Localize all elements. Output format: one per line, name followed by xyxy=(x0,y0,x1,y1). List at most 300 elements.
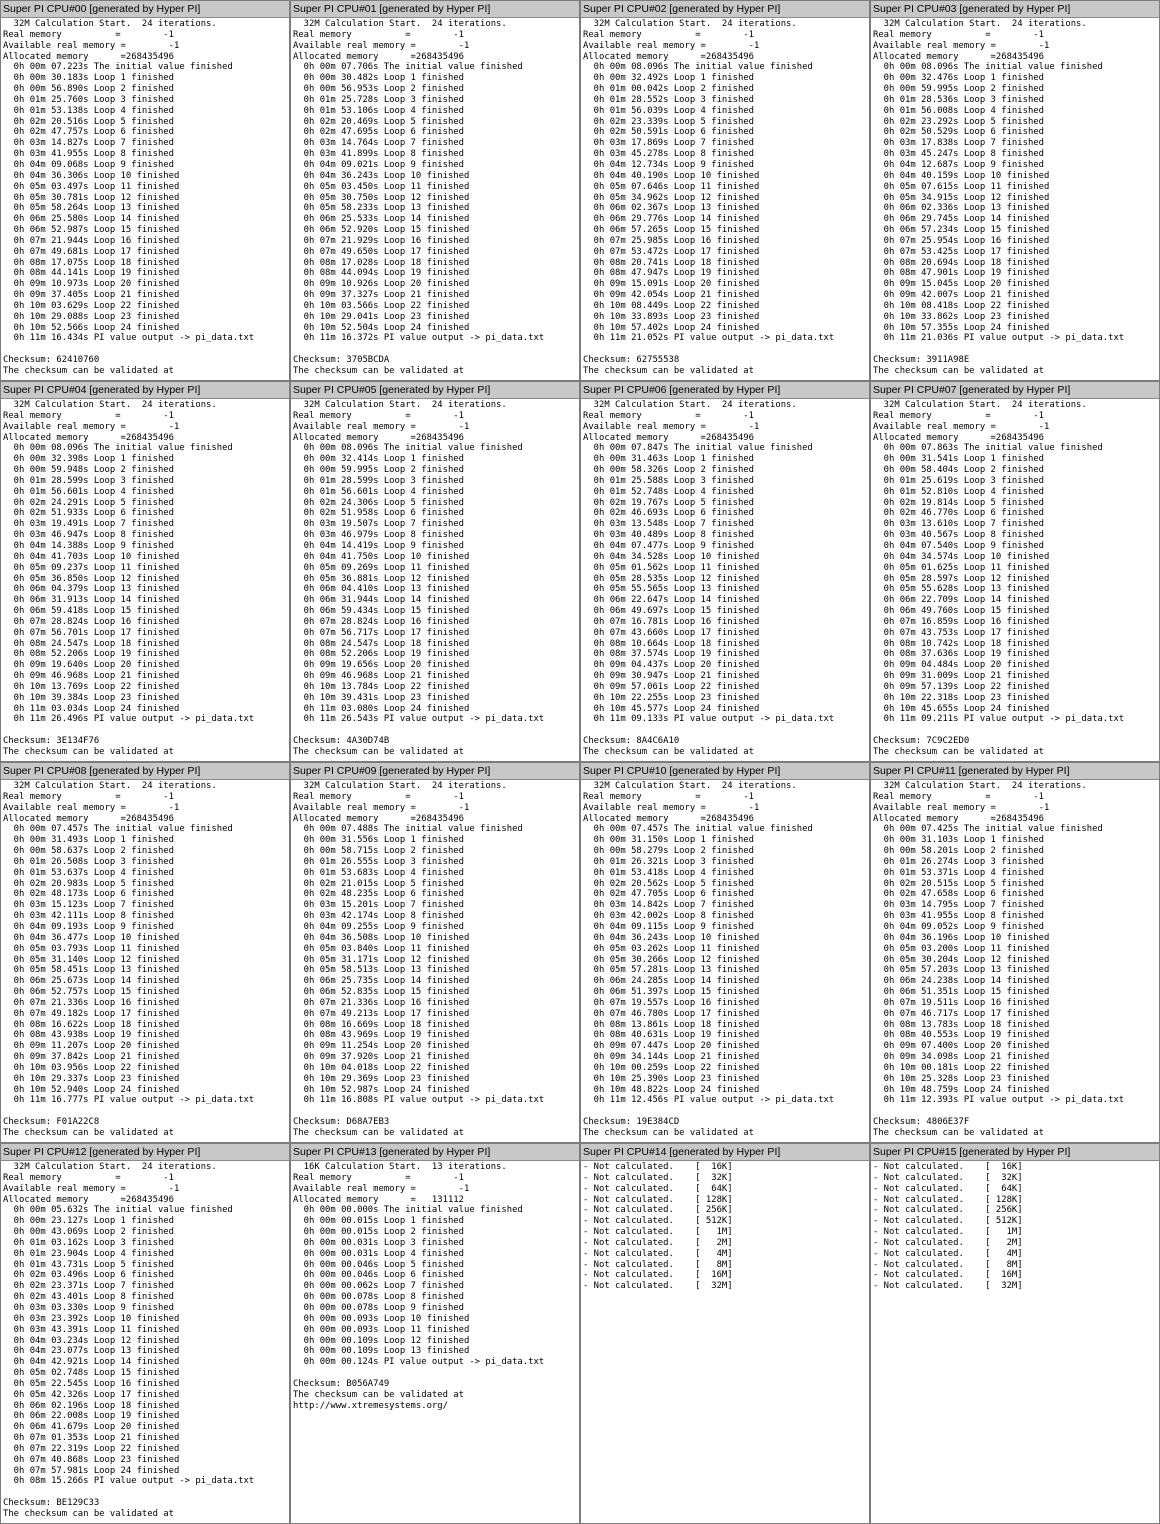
log-line: 0h 05m 07.615s Loop 11 finished xyxy=(873,181,1050,192)
log-line: Available real memory = -1 xyxy=(3,421,180,432)
log-line: Checksum: 4806E37F xyxy=(873,1117,970,1128)
log-line: 0h 00m 00.031s Loop 3 finished xyxy=(293,1237,464,1248)
log-line: 0h 03m 46.979s Loop 8 finished xyxy=(293,530,464,541)
log-line: 0h 10m 39.384s Loop 23 finished xyxy=(3,692,180,703)
log-line: 0h 07m 46.717s Loop 17 finished xyxy=(873,1008,1050,1019)
log-line: 0h 10m 03.629s Loop 22 finished xyxy=(3,300,180,311)
log-line: 0h 00m 08.096s The initial value finished xyxy=(873,62,1103,73)
log-line: 0h 05m 58.451s Loop 13 finished xyxy=(3,965,180,976)
log-line: 0h 05m 42.326s Loop 17 finished xyxy=(3,1389,180,1400)
log-line: 0h 01m 28.536s Loop 3 finished xyxy=(873,94,1044,105)
log-line: - Not calculated. [ 128K] xyxy=(873,1194,1023,1205)
log-line: Checksum: BE129C33 xyxy=(3,1498,100,1509)
superpi-window-cpu14[interactable] xyxy=(580,1143,870,1524)
log-line: 0h 04m 36.477s Loop 10 finished xyxy=(3,932,180,943)
window-title-bar[interactable]: Super PI CPU#07 [generated by Hyper PI] xyxy=(871,382,1159,399)
log-line: 0h 08m 20.694s Loop 18 finished xyxy=(873,257,1050,268)
log-line: 32M Calculation Start. 24 iterations. xyxy=(873,781,1087,791)
log-line: Checksum: 19E384CD xyxy=(583,1117,680,1128)
log-line: 0h 10m 52.940s Loop 24 finished xyxy=(3,1084,180,1095)
log-line: 0h 08m 43.969s Loop 19 finished xyxy=(293,1030,470,1041)
log-line: 0h 06m 04.410s Loop 13 finished xyxy=(293,584,470,595)
log-line: 0h 07m 56.701s Loop 17 finished xyxy=(3,627,180,638)
log-line: 0h 00m 00.093s Loop 11 finished xyxy=(293,1324,470,1335)
log-line: 0h 02m 24.306s Loop 5 finished xyxy=(293,497,464,508)
log-line xyxy=(293,1106,579,1117)
log-line: 0h 06m 49.697s Loop 15 finished xyxy=(583,606,760,617)
log-line: 0h 09m 10.926s Loop 20 finished xyxy=(293,279,470,290)
log-line: 0h 05m 57.203s Loop 13 finished xyxy=(873,965,1050,976)
log-line: 0h 03m 14.764s Loop 7 finished xyxy=(293,138,464,149)
log-line: 0h 01m 56.601s Loop 4 finished xyxy=(3,486,174,497)
log-line: 0h 01m 25.728s Loop 3 finished xyxy=(293,94,464,105)
window-title-bar[interactable]: Super PI CPU#14 [generated by Hyper PI] xyxy=(581,1144,869,1161)
log-line: 0h 08m 44.094s Loop 19 finished xyxy=(293,268,470,279)
log-line: Allocated memory =268435496 xyxy=(873,51,1044,62)
log-line: 0h 00m 07.706s The initial value finished xyxy=(293,62,523,73)
log-line: 0h 09m 11.254s Loop 20 finished xyxy=(293,1041,470,1052)
log-line: - Not calculated. [ 32K] xyxy=(583,1172,733,1183)
log-line: 0h 03m 43.391s Loop 11 finished xyxy=(3,1324,180,1335)
log-line: 0h 01m 00.042s Loop 2 finished xyxy=(583,84,754,95)
log-line: 0h 05m 55.565s Loop 13 finished xyxy=(583,584,760,595)
log-line: 0h 03m 13.610s Loop 7 finished xyxy=(873,519,1044,530)
log-line: 0h 10m 52.566s Loop 24 finished xyxy=(3,322,180,333)
log-line: Checksum: 3911A98E xyxy=(873,355,970,366)
log-line: Allocated memory =268435496 xyxy=(293,51,464,62)
log-line: 0h 01m 25.588s Loop 3 finished xyxy=(583,475,754,486)
log-line: 0h 00m 31.493s Loop 1 finished xyxy=(3,835,174,846)
log-output xyxy=(1,18,289,377)
log-line: 32M Calculation Start. 24 iterations. xyxy=(3,400,217,410)
superpi-window-cpu10[interactable] xyxy=(580,762,870,1143)
log-line: Allocated memory =268435496 xyxy=(293,813,464,824)
log-line: 0h 00m 59.995s Loop 2 finished xyxy=(873,84,1044,95)
log-line: 0h 06m 51.351s Loop 15 finished xyxy=(873,987,1050,998)
log-line: 0h 04m 36.243s Loop 10 finished xyxy=(583,932,760,943)
log-line: 0h 07m 01.353s Loop 21 finished xyxy=(3,1433,180,1444)
log-line: 0h 01m 52.748s Loop 4 finished xyxy=(583,486,754,497)
log-line: 0h 02m 47.658s Loop 6 finished xyxy=(873,889,1044,900)
window-title-bar[interactable]: Super PI CPU#01 [generated by Hyper PI] xyxy=(291,1,579,18)
log-line: 0h 08m 40.553s Loop 19 finished xyxy=(873,1030,1050,1041)
log-line: 0h 04m 40.159s Loop 10 finished xyxy=(873,170,1050,181)
log-line: 0h 03m 40.567s Loop 8 finished xyxy=(873,530,1044,541)
log-line: 0h 00m 30.482s Loop 1 finished xyxy=(293,73,464,84)
log-line: 0h 01m 53.106s Loop 4 finished xyxy=(293,105,464,116)
window-title-bar[interactable]: Super PI CPU#06 [generated by Hyper PI] xyxy=(581,382,869,399)
log-line: 0h 09m 34.144s Loop 21 finished xyxy=(583,1052,760,1063)
log-line: - Not calculated. [ 32M] xyxy=(583,1281,733,1292)
log-line: - Not calculated. [ 128K] xyxy=(583,1194,733,1205)
log-line: 0h 04m 12.734s Loop 9 finished xyxy=(583,159,754,170)
log-line: 0h 04m 07.477s Loop 9 finished xyxy=(583,540,754,551)
log-line: 0h 09m 19.656s Loop 20 finished xyxy=(293,660,470,671)
log-line: The checksum can be validated at xyxy=(583,1128,754,1138)
log-line: 32M Calculation Start. 24 iterations. xyxy=(583,400,797,410)
log-line: 0h 09m 11.207s Loop 20 finished xyxy=(3,1041,180,1052)
log-line: 0h 05m 34.915s Loop 12 finished xyxy=(873,192,1050,203)
log-line: 0h 02m 20.516s Loop 5 finished xyxy=(3,116,174,127)
log-line: Checksum: 4A30D74B xyxy=(293,736,390,747)
log-line: Checksum: 3E134F76 xyxy=(3,736,100,747)
log-line: 0h 04m 36.306s Loop 10 finished xyxy=(3,170,180,181)
log-line: 0h 10m 29.088s Loop 23 finished xyxy=(3,311,180,322)
superpi-window-cpu00[interactable] xyxy=(0,0,290,381)
log-line: 0h 10m 03.566s Loop 22 finished xyxy=(293,300,470,311)
log-line: The checksum can be validated at xyxy=(3,747,174,757)
superpi-window-cpu07[interactable] xyxy=(870,381,1160,762)
log-line: Allocated memory =268435496 xyxy=(583,813,754,824)
log-line: Real memory = -1 xyxy=(583,29,754,40)
log-line: 0h 05m 09.269s Loop 11 finished xyxy=(293,562,470,573)
log-line: 32M Calculation Start. 24 iterations. xyxy=(583,781,797,791)
log-line: 0h 05m 09.237s Loop 11 finished xyxy=(3,562,180,573)
log-line: 0h 02m 48.235s Loop 6 finished xyxy=(293,889,464,900)
log-line: 0h 08m 52.206s Loop 19 finished xyxy=(3,649,180,660)
log-line: 0h 01m 56.039s Loop 4 finished xyxy=(583,105,754,116)
log-line: - Not calculated. [ 512K] xyxy=(873,1216,1023,1227)
log-line: Checksum: 8A4C6A10 xyxy=(583,736,680,747)
window-title-bar[interactable]: Super PI CPU#10 [generated by Hyper PI] xyxy=(581,763,869,780)
log-line: 0h 10m 29.337s Loop 23 finished xyxy=(3,1073,180,1084)
log-line: 0h 10m 13.784s Loop 22 finished xyxy=(293,681,470,692)
log-line: 0h 10m 29.369s Loop 23 finished xyxy=(293,1073,470,1084)
log-line: 0h 01m 26.321s Loop 3 finished xyxy=(583,856,754,867)
log-line: 0h 00m 07.223s The initial value finished xyxy=(3,62,233,73)
log-line: 0h 11m 03.080s Loop 24 finished xyxy=(293,703,470,714)
log-line: 0h 05m 58.264s Loop 13 finished xyxy=(3,203,180,214)
log-line: 0h 02m 23.339s Loop 5 finished xyxy=(583,116,754,127)
superpi-window-cpu08[interactable] xyxy=(0,762,290,1143)
log-line: 0h 03m 17.838s Loop 7 finished xyxy=(873,138,1044,149)
log-line: 0h 10m 45.655s Loop 24 finished xyxy=(873,703,1050,714)
superpi-window-cpu12[interactable] xyxy=(0,1143,290,1524)
superpi-window-cpu03[interactable] xyxy=(870,0,1160,381)
log-line: 0h 06m 51.397s Loop 15 finished xyxy=(583,987,760,998)
log-line: 0h 01m 25.619s Loop 3 finished xyxy=(873,475,1044,486)
window-title-bar[interactable]: Super PI CPU#03 [generated by Hyper PI] xyxy=(871,1,1159,18)
log-line: 0h 01m 53.683s Loop 4 finished xyxy=(293,867,464,878)
log-line: 0h 03m 41.955s Loop 8 finished xyxy=(873,911,1044,922)
log-line: 0h 00m 07.457s The initial value finished xyxy=(583,824,813,835)
log-line: 0h 04m 09.068s Loop 9 finished xyxy=(3,159,174,170)
log-line xyxy=(873,344,1159,355)
log-output xyxy=(871,399,1159,758)
window-title-bar[interactable]: Super PI CPU#15 [generated by Hyper PI] xyxy=(871,1144,1159,1161)
log-line: Allocated memory =268435496 xyxy=(3,51,174,62)
log-line: 0h 06m 52.757s Loop 15 finished xyxy=(3,987,180,998)
log-line: Available real memory = -1 xyxy=(293,802,470,813)
log-line: 0h 04m 09.021s Loop 9 finished xyxy=(293,159,464,170)
log-line: Available real memory = -1 xyxy=(583,421,760,432)
log-line: 0h 06m 57.265s Loop 15 finished xyxy=(583,225,760,236)
log-line: 0h 07m 21.929s Loop 16 finished xyxy=(293,235,470,246)
log-line xyxy=(293,1368,579,1379)
log-line: 0h 10m 52.987s Loop 24 finished xyxy=(293,1084,470,1095)
log-line: 0h 07m 21.336s Loop 16 finished xyxy=(293,997,470,1008)
log-line: 0h 03m 42.111s Loop 8 finished xyxy=(3,911,174,922)
log-line: 0h 01m 53.637s Loop 4 finished xyxy=(3,867,174,878)
log-line xyxy=(873,725,1159,736)
log-line: 0h 06m 02.336s Loop 13 finished xyxy=(873,203,1050,214)
log-line: 0h 00m 43.069s Loop 2 finished xyxy=(3,1227,174,1238)
log-line: 0h 06m 22.008s Loop 19 finished xyxy=(3,1411,180,1422)
superpi-window-cpu04[interactable] xyxy=(0,381,290,762)
log-line: 0h 09m 37.405s Loop 21 finished xyxy=(3,290,180,301)
log-line xyxy=(3,1487,289,1498)
window-title-bar[interactable]: Super PI CPU#09 [generated by Hyper PI] xyxy=(291,763,579,780)
log-line: Checksum: 62755538 xyxy=(583,355,680,366)
log-line: Available real memory = -1 xyxy=(3,1183,180,1194)
log-line: 0h 01m 25.760s Loop 3 finished xyxy=(3,94,174,105)
log-line: 0h 00m 56.890s Loop 2 finished xyxy=(3,84,174,95)
log-line: Real memory = -1 xyxy=(293,1172,464,1183)
log-line: 0h 05m 28.535s Loop 12 finished xyxy=(583,573,760,584)
log-line: 0h 07m 43.660s Loop 17 finished xyxy=(583,627,760,638)
log-line: - Not calculated. [ 1M] xyxy=(583,1227,733,1238)
log-line: 0h 06m 31.944s Loop 14 finished xyxy=(293,595,470,606)
superpi-window-cpu01[interactable] xyxy=(290,0,580,381)
log-line: 0h 00m 00.046s Loop 5 finished xyxy=(293,1259,464,1270)
log-line: 0h 02m 03.496s Loop 6 finished xyxy=(3,1270,174,1281)
log-line: 0h 06m 41.679s Loop 20 finished xyxy=(3,1422,180,1433)
log-line: Checksum: 3705BCDA xyxy=(293,355,390,366)
log-line: 0h 04m 23.077s Loop 13 finished xyxy=(3,1346,180,1357)
log-line: 0h 02m 47.695s Loop 6 finished xyxy=(293,127,464,138)
log-line: 0h 09m 34.098s Loop 21 finished xyxy=(873,1052,1050,1063)
log-line: 0h 08m 52.206s Loop 19 finished xyxy=(293,649,470,660)
log-line: 0h 02m 51.958s Loop 6 finished xyxy=(293,508,464,519)
log-line xyxy=(293,725,579,736)
log-line: 0h 06m 29.745s Loop 14 finished xyxy=(873,214,1050,225)
log-output xyxy=(1,1161,289,1520)
log-line: Checksum: 62410760 xyxy=(3,355,100,366)
log-line: 0h 00m 58.279s Loop 2 finished xyxy=(583,846,754,857)
log-line: 0h 06m 59.418s Loop 15 finished xyxy=(3,606,180,617)
log-line: 32M Calculation Start. 24 iterations. xyxy=(873,19,1087,29)
window-title-bar[interactable]: Super PI CPU#04 [generated by Hyper PI] xyxy=(1,382,289,399)
log-line: 0h 10m 04.018s Loop 22 finished xyxy=(293,1062,470,1073)
log-line: 0h 11m 16.434s PI value output -> pi_data.txt xyxy=(3,333,255,344)
superpi-window-cpu13[interactable] xyxy=(290,1143,580,1524)
log-line: 0h 06m 52.835s Loop 15 finished xyxy=(293,987,470,998)
log-line: 0h 06m 25.580s Loop 14 finished xyxy=(3,214,180,225)
log-line: - Not calculated. [ 16M] xyxy=(873,1270,1023,1281)
log-line: - Not calculated. [ 1M] xyxy=(873,1227,1023,1238)
log-line: 0h 04m 03.234s Loop 12 finished xyxy=(3,1335,180,1346)
superpi-window-cpu05[interactable] xyxy=(290,381,580,762)
log-line: 0h 02m 20.562s Loop 5 finished xyxy=(583,878,754,889)
superpi-window-cpu06[interactable] xyxy=(580,381,870,762)
log-line: - Not calculated. [ 64K] xyxy=(873,1183,1023,1194)
log-line: Allocated memory =268435496 xyxy=(873,813,1044,824)
log-line: Real memory = -1 xyxy=(3,791,174,802)
log-line xyxy=(3,725,289,736)
log-line: 0h 00m 32.414s Loop 1 finished xyxy=(293,454,464,465)
log-line: 0h 00m 56.953s Loop 2 finished xyxy=(293,84,464,95)
log-output xyxy=(871,1161,1159,1292)
log-line: 0h 10m 08.449s Loop 22 finished xyxy=(583,300,760,311)
log-line: 0h 03m 23.392s Loop 10 finished xyxy=(3,1313,180,1324)
log-line: - Not calculated. [ 4M] xyxy=(583,1248,733,1259)
window-title-bar[interactable]: Super PI CPU#00 [generated by Hyper PI] xyxy=(1,1,289,18)
log-line: 0h 07m 19.557s Loop 16 finished xyxy=(583,997,760,1008)
superpi-window-cpu02[interactable] xyxy=(580,0,870,381)
log-line: 0h 00m 07.847s The initial value finished xyxy=(583,443,813,454)
log-line: - Not calculated. [ 2M] xyxy=(583,1237,733,1248)
log-line: 0h 04m 40.190s Loop 10 finished xyxy=(583,170,760,181)
log-line: Real memory = -1 xyxy=(293,410,464,421)
log-line: 0h 11m 26.543s PI value output -> pi_data.txt xyxy=(293,714,545,725)
log-line: Allocated memory =268435496 xyxy=(3,1194,174,1205)
log-line: Available real memory = -1 xyxy=(293,421,470,432)
log-line: 0h 06m 49.760s Loop 15 finished xyxy=(873,606,1050,617)
log-line: Real memory = -1 xyxy=(873,410,1044,421)
log-line: 0h 05m 28.597s Loop 12 finished xyxy=(873,573,1050,584)
log-line: 0h 06m 22.647s Loop 14 finished xyxy=(583,595,760,606)
log-line: - Not calculated. [ 16M] xyxy=(583,1270,733,1281)
log-line: 0h 05m 03.200s Loop 11 finished xyxy=(873,943,1050,954)
window-title-bar[interactable]: Super PI CPU#12 [generated by Hyper PI] xyxy=(1,1144,289,1161)
log-line: 0h 02m 19.814s Loop 5 finished xyxy=(873,497,1044,508)
log-line: - Not calculated. [ 16K] xyxy=(583,1162,733,1172)
log-line: 0h 10m 22.318s Loop 23 finished xyxy=(873,692,1050,703)
log-line xyxy=(583,725,869,736)
log-line: 0h 03m 14.827s Loop 7 finished xyxy=(3,138,174,149)
window-title-bar[interactable]: Super PI CPU#11 [generated by Hyper PI] xyxy=(871,763,1159,780)
log-line: 0h 00m 08.096s The initial value finished xyxy=(293,443,523,454)
log-line: 0h 10m 08.418s Loop 22 finished xyxy=(873,300,1050,311)
log-line: 0h 06m 04.379s Loop 13 finished xyxy=(3,584,180,595)
log-line: The checksum can be validated at xyxy=(293,1389,464,1400)
log-line: 0h 01m 28.552s Loop 3 finished xyxy=(583,94,754,105)
log-line: 0h 02m 19.767s Loop 5 finished xyxy=(583,497,754,508)
log-line: 0h 07m 21.336s Loop 16 finished xyxy=(3,997,180,1008)
log-output xyxy=(871,18,1159,377)
log-line: 0h 09m 37.327s Loop 21 finished xyxy=(293,290,470,301)
log-line: 0h 03m 15.201s Loop 7 finished xyxy=(293,900,464,911)
log-line: 0h 02m 43.401s Loop 8 finished xyxy=(3,1292,174,1303)
log-line: 0h 07m 28.824s Loop 16 finished xyxy=(3,616,180,627)
log-line: 0h 00m 00.124s PI value output -> pi_data.txt xyxy=(293,1357,545,1368)
log-line: 0h 00m 32.492s Loop 1 finished xyxy=(583,73,754,84)
superpi-window-cpu11[interactable] xyxy=(870,762,1160,1143)
log-line: 0h 01m 28.599s Loop 3 finished xyxy=(293,475,464,486)
log-line xyxy=(583,344,869,355)
log-output xyxy=(291,780,579,1139)
log-line: 0h 05m 02.748s Loop 15 finished xyxy=(3,1368,180,1379)
log-line: Checksum: 7C9C2ED0 xyxy=(873,736,970,747)
log-line: Real memory = -1 xyxy=(873,29,1044,40)
log-line: Available real memory = -1 xyxy=(3,802,180,813)
log-line: http://www.xtremesystems.org/ xyxy=(293,1400,448,1411)
superpi-window-cpu09[interactable] xyxy=(290,762,580,1143)
log-line: 0h 10m 25.390s Loop 23 finished xyxy=(583,1073,760,1084)
log-line: 0h 06m 02.196s Loop 18 finished xyxy=(3,1400,180,1411)
log-line: Allocated memory =268435496 xyxy=(3,432,174,443)
log-line: 0h 00m 00.015s Loop 1 finished xyxy=(293,1216,464,1227)
log-line: 0h 08m 10.664s Loop 18 finished xyxy=(583,638,760,649)
log-line: The checksum can be validated at xyxy=(583,366,754,376)
log-line: 0h 06m 52.987s Loop 15 finished xyxy=(3,225,180,236)
log-line: 0h 07m 22.319s Loop 22 finished xyxy=(3,1443,180,1454)
log-line: 0h 02m 48.173s Loop 6 finished xyxy=(3,889,174,900)
window-title-bar[interactable]: Super PI CPU#05 [generated by Hyper PI] xyxy=(291,382,579,399)
log-line: 0h 11m 21.036s PI value output -> pi_data.txt xyxy=(873,333,1125,344)
log-line: 0h 01m 53.138s Loop 4 finished xyxy=(3,105,174,116)
log-line: 0h 08m 17.075s Loop 18 finished xyxy=(3,257,180,268)
log-line xyxy=(873,1106,1159,1117)
log-line: 0h 00m 31.541s Loop 1 finished xyxy=(873,454,1044,465)
log-line: 0h 06m 24.285s Loop 14 finished xyxy=(583,976,760,987)
log-line: 0h 03m 40.489s Loop 8 finished xyxy=(583,530,754,541)
log-line: 0h 00m 00.078s Loop 8 finished xyxy=(293,1292,464,1303)
log-line: 0h 09m 37.842s Loop 21 finished xyxy=(3,1052,180,1063)
log-line: 0h 07m 57.981s Loop 24 finished xyxy=(3,1465,180,1476)
log-line: 0h 10m 33.862s Loop 23 finished xyxy=(873,311,1050,322)
window-title-bar[interactable]: Super PI CPU#13 [generated by Hyper PI] xyxy=(291,1144,579,1161)
log-line: 0h 10m 57.402s Loop 24 finished xyxy=(583,322,760,333)
log-line: Checksum: F01A22C8 xyxy=(3,1117,100,1128)
log-line: 0h 09m 15.045s Loop 20 finished xyxy=(873,279,1050,290)
log-line xyxy=(3,1106,289,1117)
window-title-bar[interactable]: Super PI CPU#02 [generated by Hyper PI] xyxy=(581,1,869,18)
log-output xyxy=(1,780,289,1139)
log-line: The checksum can be validated at xyxy=(293,747,464,757)
log-line: 0h 05m 30.266s Loop 12 finished xyxy=(583,954,760,965)
log-line: Available real memory = -1 xyxy=(583,802,760,813)
log-line: 0h 11m 21.052s PI value output -> pi_data.txt xyxy=(583,333,835,344)
log-line: 0h 08m 44.141s Loop 19 finished xyxy=(3,268,180,279)
log-output xyxy=(291,18,579,377)
log-line: 0h 03m 03.330s Loop 9 finished xyxy=(3,1302,174,1313)
log-line: 0h 00m 07.863s The initial value finished xyxy=(873,443,1103,454)
log-line: 0h 01m 26.555s Loop 3 finished xyxy=(293,856,464,867)
log-line: 0h 06m 57.234s Loop 15 finished xyxy=(873,225,1050,236)
log-line: 0h 10m 13.769s Loop 22 finished xyxy=(3,681,180,692)
log-line: - Not calculated. [ 64K] xyxy=(583,1183,733,1194)
log-line: 0h 05m 30.781s Loop 12 finished xyxy=(3,192,180,203)
log-output xyxy=(581,18,869,377)
log-line: 0h 07m 19.511s Loop 16 finished xyxy=(873,997,1050,1008)
log-line: 0h 03m 41.899s Loop 8 finished xyxy=(293,149,464,160)
log-line: 0h 00m 00.062s Loop 7 finished xyxy=(293,1281,464,1292)
log-line: 0h 04m 36.196s Loop 10 finished xyxy=(873,932,1050,943)
log-line: 0h 02m 50.529s Loop 6 finished xyxy=(873,127,1044,138)
log-line: 0h 00m 59.948s Loop 2 finished xyxy=(3,465,174,476)
log-line: 32M Calculation Start. 24 iterations. xyxy=(583,19,797,29)
log-line: 0h 09m 42.007s Loop 21 finished xyxy=(873,290,1050,301)
log-line: 0h 05m 03.793s Loop 11 finished xyxy=(3,943,180,954)
log-line: 0h 02m 47.757s Loop 6 finished xyxy=(3,127,174,138)
log-line: 0h 00m 58.201s Loop 2 finished xyxy=(873,846,1044,857)
log-line: 0h 09m 07.400s Loop 20 finished xyxy=(873,1041,1050,1052)
log-line: 0h 08m 10.742s Loop 18 finished xyxy=(873,638,1050,649)
log-line: 0h 02m 20.983s Loop 5 finished xyxy=(3,878,174,889)
log-line: The checksum can be validated at xyxy=(293,366,464,376)
log-line: 0h 07m 49.182s Loop 17 finished xyxy=(3,1008,180,1019)
window-title-bar[interactable]: Super PI CPU#08 [generated by Hyper PI] xyxy=(1,763,289,780)
log-line: 0h 00m 00.078s Loop 9 finished xyxy=(293,1302,464,1313)
log-line: 0h 04m 09.193s Loop 9 finished xyxy=(3,921,174,932)
log-line: 0h 01m 56.008s Loop 4 finished xyxy=(873,105,1044,116)
log-line: 0h 11m 12.456s PI value output -> pi_data.txt xyxy=(583,1095,835,1106)
superpi-window-cpu15[interactable] xyxy=(870,1143,1160,1524)
log-line: 0h 05m 58.233s Loop 13 finished xyxy=(293,203,470,214)
log-line: 0h 08m 16.669s Loop 18 finished xyxy=(293,1019,470,1030)
log-line: Allocated memory = 131112 xyxy=(293,1194,464,1205)
